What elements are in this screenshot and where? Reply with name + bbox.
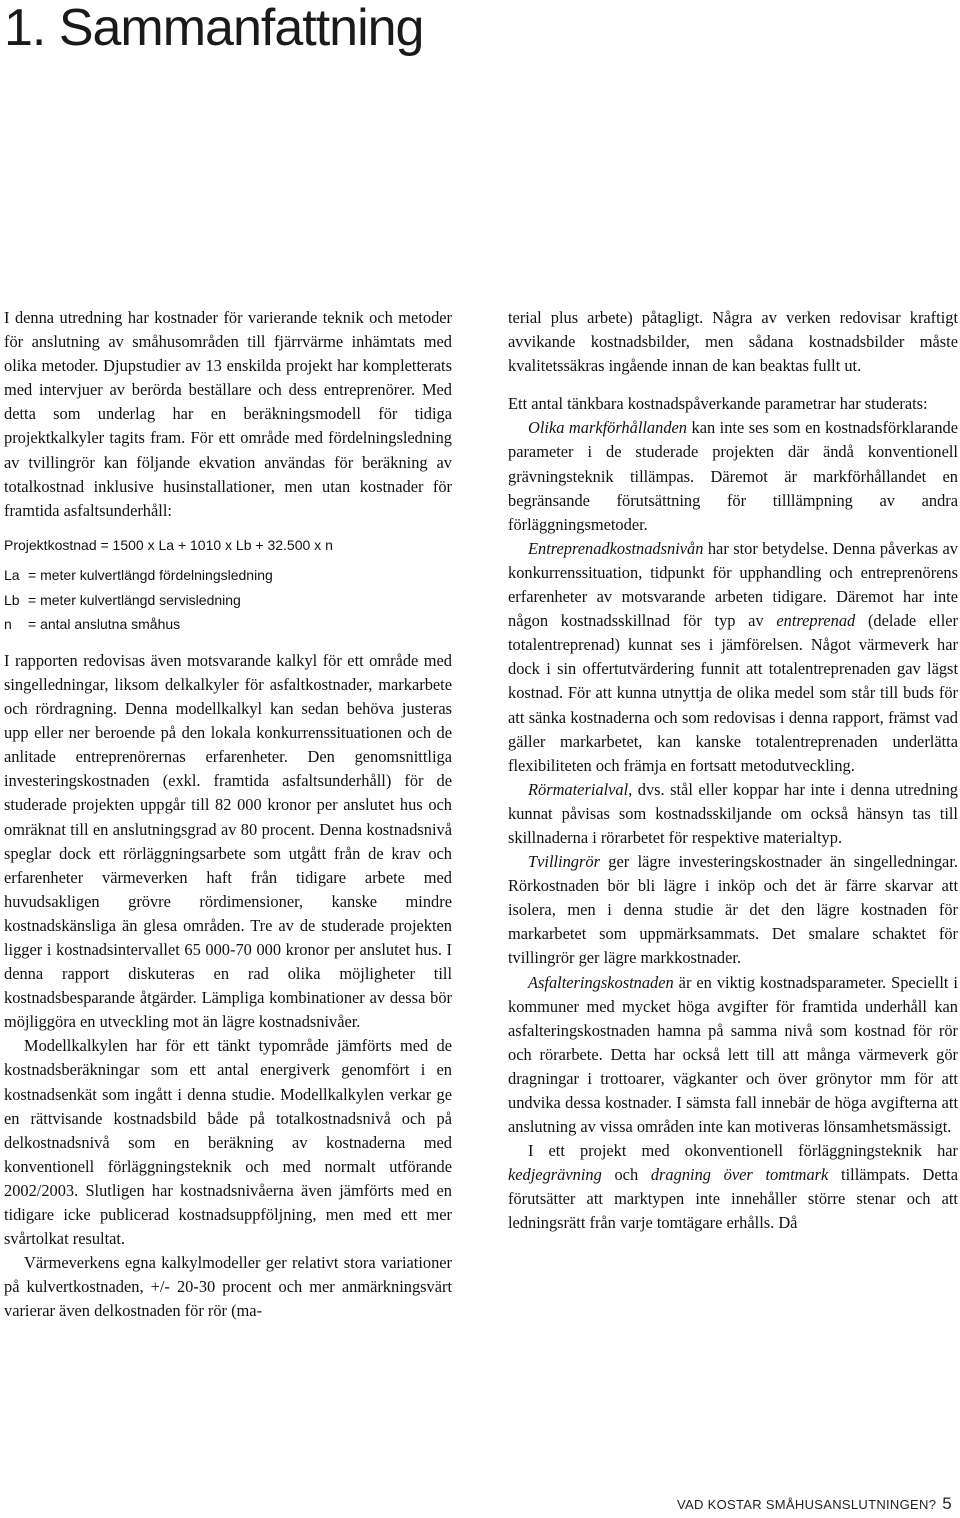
parameter-ground-conditions bbox=[508, 416, 958, 536]
parameter-term: kedjegrävning bbox=[508, 1165, 602, 1185]
parameter-term: Asfalteringskostnaden bbox=[528, 972, 674, 992]
parameter-term: dragning över tomtmark bbox=[650, 1165, 829, 1185]
parameter-term: entreprenad bbox=[776, 611, 856, 631]
definition-symbol: n bbox=[4, 616, 12, 633]
parameter-twin-pipes bbox=[508, 850, 958, 970]
summary-paragraph-5: terial plus arbete) påtagligt. Några av verken redovisar kraftigt avvikande kostnadsbilder, men sådana kostnadsbilder måste kvalitetssäkras ingående innan de kan beaktas fullt ut. bbox=[508, 308, 958, 376]
definition-row bbox=[4, 612, 452, 637]
definition-text: = meter kulvertlängd fördelningsledning bbox=[28, 567, 273, 584]
page-number: 5 bbox=[942, 1494, 952, 1513]
right-column bbox=[508, 306, 958, 1236]
parameter-term: Tvillingrör bbox=[528, 852, 600, 872]
definition-row bbox=[4, 588, 452, 613]
left-column bbox=[4, 306, 452, 1323]
parameter-text: (delade eller totalentreprenad) kunnat ses i jämförelsen. Något värmeverk har dock i sin offertutvärdering funnit att totalentreprenaden gav lägst kostnad. För att kunna utnyttja de olika medel som står till buds för att sänka kostnaderna och som redovisas i denna rapport, främst vad gäller markarbetet, kan kanske totalentreprenaden underlätta flexibiliteten och främja en fortsatt metodutveckling. bbox=[508, 611, 958, 775]
cost-formula bbox=[4, 533, 452, 637]
parameter-asphalt-cost bbox=[508, 971, 958, 1140]
definition-symbol: La bbox=[4, 567, 20, 584]
page-footer bbox=[677, 1496, 952, 1513]
summary-paragraph-1: I denna utredning har kostnader för varierande teknik och metoder för anslutning av småhusområden till fjärrvärme inhämtats med olika metoder. Djupstudier av 13 enskilda projekt har kompletterats med intervjuer av berörda beställare och dess entreprenörer. Med detta som underlag har en beräkningsmodell för tidiga projektkalkyler tagits fram. För ett område med fördelningsledning av tvillingrör kan följande ekvation användas för beräkning av totalkostnad inklusive husinstallationer, men utan kostnader för framtida asfaltsunderhåll: bbox=[4, 308, 452, 520]
parameter-text: dvs. stål eller koppar har inte i denna utredning kunnat påvisas som kostnadsskiljande om också hänsyn tas till skillnaderna i rörarbetet för respektive materialtyp. bbox=[508, 779, 958, 847]
running-title: VAD KOSTAR SMÅHUSANSLUTNINGEN? bbox=[677, 1497, 937, 1512]
parameter-text: I ett projekt med okonventionell förläggningsteknik har bbox=[528, 1141, 958, 1161]
summary-paragraph-3: Modellkalkylen har för ett tänkt typområde jämförts med de kostnadsberäkningar som ett antal energiverk genomfört i en kostnadsenkät som ingått i denna studie. Modellkalkylen verkar ge en rättvisande kostnadsbild både på totalkostnadsnivå och på delkostnadsnivå som en beräkning av kostnaderna med konventionell förläggningsteknik och med normalt utförande 2002/2003. Slutligen har kostnadsnivåerna även jämförts med en tidigare icke publicerad kostnadsuppföljning, men med ett mer svårtolkat resultat. bbox=[4, 1036, 452, 1249]
parameter-text: kan inte ses som en kostnadsförklarande parameter i de studerade projekten där ändå konventionell grävningsteknik tillämpas. Däremot är markförhållandet en begränsande förutsättning för tilllämpning av andra förläggningsmetoder. bbox=[508, 418, 958, 534]
definition-text: = antal anslutna småhus bbox=[28, 616, 181, 633]
definition-row bbox=[4, 563, 452, 588]
page-title: 1. Sammanfattning bbox=[4, 0, 424, 57]
parameter-contract-cost-level bbox=[508, 537, 958, 778]
parameter-text: är en viktig kostnadsparameter. Speciellt i kommuner med mycket höga avgifter för framtida underhåll kan asfalteringskostnaden hamna på samma nivå som kostnad för rör och rörarbete. Detta har också lett till att många värmeverk gör dragningar i trottoarer, vägkanter och över grönytor mm för att undvika dessa kostnader. I sämsta fall innebär de höga avgifterna att anslutning av vissa områden inte kan motiveras lönsamhetsmässigt. bbox=[508, 972, 958, 1137]
parameter-pipe-material bbox=[508, 778, 958, 850]
parameter-text: ger lägre investeringskostnader än singelledningar. Rörkostnaden bör bli lägre i inköp och det är färre skarvar att isolera, men i denna studie är det den lägre kostnaden för markarbetet som uppmärksammats. Det smalare schaktet för tvillingrör ger lägre markkostnader. bbox=[508, 852, 958, 968]
definition-text: = meter kulvertlängd servisledning bbox=[28, 591, 241, 608]
parameter-text: och bbox=[601, 1165, 651, 1185]
parameter-term: Rörmaterialval, bbox=[528, 779, 633, 799]
formula-definitions bbox=[4, 563, 452, 637]
parameter-term: Olika markförhållanden bbox=[528, 418, 687, 438]
formula-equation: Projektkostnad = 1500 x La + 1010 x Lb + 32.500 x n bbox=[4, 536, 333, 553]
parameter-text: tillämpats. Detta förutsätter att marktypen inte innehåller större stenar och att ledningsrätt från varje tomtägare erhålls. Då bbox=[508, 1165, 958, 1233]
parameter-term: Entreprenadkostnadsnivån bbox=[528, 538, 704, 558]
parameter-unconventional-method bbox=[508, 1139, 958, 1235]
summary-paragraph-2: I rapporten redovisas även motsvarande kalkyl för ett område med singelledningar, liksom delkalkyler för asfaltkostnader, markarbete och rördragning. Denna modellkalkyl kan sedan behöva justeras upp eller ner beroende på den lokala konkurrenssituationen och de anlitade entreprenörernas erfarenheter. Den genomsnittliga investeringskostnaden (exkl. framtida asfaltsunderhåll) för de studerade projekten uppgår till 82 000 kronor per anslutet hus och omräknat till en anslutningsgrad av 80 procent. Denna kostnadsnivå speglar dock ett rörläggningsarbete som utgått från de krav och erfarenheter värmeverken haft från tidigare arbete med huvudsakligen grövre rördimensioner, kanske mindre kostnadskänsliga än glesa områden. Tre av de studerade projekten ligger i kostnadsintervallet 65 000-70 000 kronor per anslutet hus. I denna rapport diskuteras en rad olika möjligheter till kostnadsbesparande åtgärder. Lämpliga kombinationer av dessa bör möjliggöra en utveckling mot än lägre kostnadsnivåer. bbox=[4, 650, 452, 1032]
summary-paragraph-4: Värmeverkens egna kalkylmodeller ger relativt stora variationer på kulvertkostnaden, +/- 20-30 procent och mer anmärkningsvärt varierar även delkostnaden för rör (ma- bbox=[4, 1253, 452, 1321]
parameter-text: har stor betydelse. Denna påverkas av konkurrenssituation, tidpunkt för upphandling och entreprenörens erfarenheter av motsvarande arbeten tidigare. Däremot har inte någon kostnadsskillnad för typ av bbox=[508, 538, 958, 631]
summary-paragraph-6: Ett antal tänkbara kostnadspåverkande parametrar har studerats: bbox=[508, 394, 928, 414]
definition-symbol: Lb bbox=[4, 591, 20, 608]
